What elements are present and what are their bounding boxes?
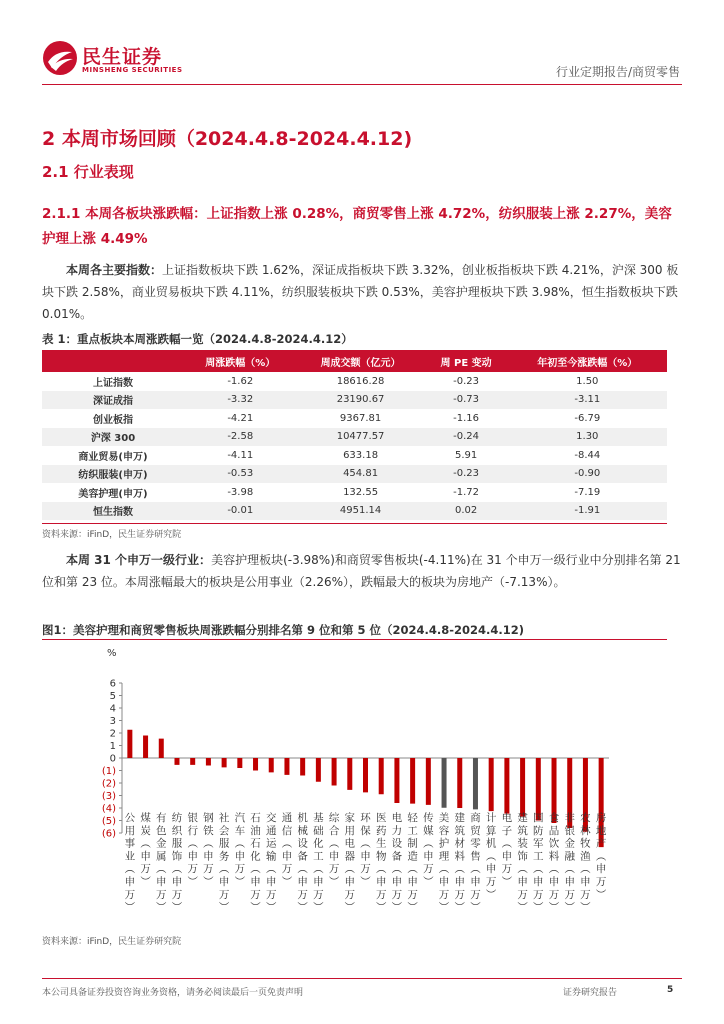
x-category-label: 社会服务︵申万︶ [218, 812, 230, 914]
table-header-cell: 周 PE 变动 [425, 350, 508, 372]
industry-ranking-paragraph [42, 549, 682, 593]
footer-disclaimer: 本公司具备证券投资咨询业务资格，请务必阅读最后一页免责声明 [42, 988, 304, 998]
bar-21 [442, 758, 447, 808]
table-row-label: 纺织服装(申万) [42, 465, 184, 484]
x-category-label: 交通运输︵申万︶ [265, 812, 277, 914]
table-row-label: 沪深 300 [42, 428, 184, 447]
report-type: 行业定期报告/商贸零售 [555, 65, 680, 79]
x-category-label: 基础化工︵申万︶ [313, 812, 324, 914]
logo-mark-icon [42, 40, 78, 76]
x-category-label: 电子︵申万︶ [501, 812, 513, 888]
index-summary-paragraph [42, 259, 682, 325]
table-cell: -0.23 [425, 372, 508, 391]
y-axis-label: % [107, 648, 117, 659]
y-tick-label: (3) [101, 791, 116, 802]
header-divider [42, 84, 682, 85]
x-category-label: 商贸零售︵申万︶ [470, 812, 481, 914]
x-category-label: 家用电器︵申万︶ [344, 812, 356, 914]
x-category-label: 钢铁︵申万︶ [203, 812, 214, 888]
table-header-cell: 年初至今涨跌幅（%） [508, 350, 667, 372]
table-cell: -7.19 [508, 483, 667, 502]
table-cell: -4.11 [184, 446, 297, 465]
table-row [42, 372, 667, 391]
x-category-label: 计算机︵申万︶ [485, 812, 497, 901]
table-cell: -6.79 [508, 409, 667, 428]
table-cell: -2.58 [184, 428, 297, 447]
table-cell: -1.16 [425, 409, 508, 428]
x-category-label: 农林牧渔︵申万︶ [580, 812, 591, 914]
bar-20 [426, 758, 431, 805]
table-header-cell: 周涨跌幅（%） [184, 350, 297, 372]
table-row [42, 465, 667, 484]
table-cell: 4951.14 [297, 502, 425, 521]
table-title: 表 1：重点板块本周涨跌幅一览（2024.4.8-2024.4.12） [42, 332, 353, 346]
table-cell: 0.02 [425, 502, 508, 521]
table-cell: -0.53 [184, 465, 297, 484]
y-tick-label: 0 [109, 753, 116, 765]
table-cell: -0.73 [425, 391, 508, 410]
table-row [42, 391, 667, 410]
x-category-label: 银行︵申万︶ [187, 812, 198, 888]
bar-11 [284, 758, 289, 775]
y-tick-label: 1 [109, 741, 116, 752]
section-title: 2 本周市场回顾（2024.4.8-2024.4.12) [42, 128, 413, 150]
bar-12 [300, 758, 305, 776]
table-cell: -8.44 [508, 446, 667, 465]
table-row [42, 428, 667, 447]
x-category-label: 机械设备︵申万︶ [297, 812, 308, 914]
bar-3 [159, 739, 164, 758]
y-tick-label: 6 [109, 678, 116, 690]
x-category-label: 环保︵申万︶ [360, 812, 371, 888]
y-tick-label: 3 [109, 716, 116, 727]
y-tick-label: (6) [101, 828, 116, 840]
table-cell: -0.23 [425, 465, 508, 484]
table-row [42, 409, 667, 428]
bar-8 [237, 758, 242, 768]
table-header-row [42, 350, 667, 372]
bar-14 [332, 758, 337, 786]
table-bottom-rule [42, 523, 667, 524]
x-category-label: 医药生物︵申万︶ [375, 812, 387, 914]
x-category-label: 通信︵申万︶ [281, 812, 293, 888]
bar-7 [222, 758, 227, 767]
x-category-label: 纺织服饰︵申万︶ [171, 812, 183, 914]
x-category-label: 美容护理︵申万︶ [438, 812, 450, 914]
table-cell: 9367.81 [297, 409, 425, 428]
table-row [42, 446, 667, 465]
subsection-title: 2.1 行业表现 [42, 163, 134, 181]
bar-17 [379, 758, 384, 794]
table-row [42, 483, 667, 502]
table-header-cell: 周成交额（亿元） [297, 350, 425, 372]
table-row-label: 创业板指 [42, 409, 184, 428]
figure-source: 资料来源：iFinD，民生证券研究院 [42, 937, 182, 947]
table-header-cell [42, 350, 184, 372]
y-tick-label: (5) [101, 816, 116, 827]
x-category-label: 建筑装饰︵申万︶ [517, 812, 528, 914]
table-cell: -3.11 [508, 391, 667, 410]
table-row-label: 美容护理(申万) [42, 483, 184, 502]
table-cell: -1.91 [508, 502, 667, 521]
table-cell: 132.55 [297, 483, 425, 502]
table-cell: 454.81 [297, 465, 425, 484]
table-cell: -4.21 [184, 409, 297, 428]
bar-25 [504, 758, 509, 814]
x-category-label: 有色金属︵申万︶ [156, 812, 167, 914]
table-cell: -3.32 [184, 391, 297, 410]
x-category-label: 石油石化︵申万︶ [250, 812, 261, 914]
table-cell: 18616.28 [297, 372, 425, 391]
table-cell: -3.98 [184, 483, 297, 502]
bar-15 [347, 758, 352, 790]
bar-22 [457, 758, 462, 808]
bar-16 [363, 758, 368, 792]
paragraph-text: 上证指数板块下跌 1.62%，深证成指板块下跌 3.32%，创业板指板块下跌 4.21%，沪深 300 板块下跌 2.58%，商业贸易板块下跌 4.11%，纺织服装板块下跌 0.53%，美容护理板块下跌 3.98%，恒生指数板块下跌 0.01%。 [42, 263, 679, 321]
table-row-label: 恒生指数 [42, 502, 184, 521]
y-tick-label: 4 [109, 703, 116, 715]
x-category-label: 非银金融︵申万︶ [564, 812, 575, 914]
figure-title: 图1：美容护理和商贸零售板块周涨跌幅分别排名第 9 位和第 5 位（2024.4.8-2024.4.12) [42, 623, 525, 637]
paragraph-lead: 本周 31 个申万一级行业： [66, 553, 212, 567]
table-row [42, 502, 667, 521]
bar-2 [143, 736, 148, 759]
table-source: 资料来源：iFinD，民生证券研究院 [42, 530, 182, 540]
y-tick-label: (1) [101, 766, 116, 777]
bar-18 [394, 758, 399, 803]
y-tick-label: (2) [101, 778, 116, 790]
subsubsection-title: 2.1.1 本周各板块涨跌幅：上证指数上涨 0.28%，商贸零售上涨 4.72%，纺织服装上涨 2.27%，美容护理上涨 4.49% [42, 206, 672, 247]
footer-label: 证券研究报告 [563, 988, 618, 998]
bar-9 [253, 758, 258, 771]
bar-19 [410, 758, 415, 804]
table-cell: -1.72 [425, 483, 508, 502]
table-cell: 1.50 [508, 372, 667, 391]
x-category-label: 房地产︵申万︶ [595, 812, 607, 901]
bar-26 [520, 758, 525, 817]
bar-24 [489, 758, 494, 811]
paragraph-text: 美容护理板块(-3.98%)和商贸零售板块(-4.11%)在 31 个申万一级行业中分别排名第 21 位和第 23 位。本周涨幅最大的板块是公用事业（2.26%），跌幅最大的板块为房地产（-7.13%）。 [42, 553, 681, 589]
paragraph-lead: 本周各主要指数： [66, 263, 163, 277]
footer-divider [42, 978, 682, 979]
table-cell: -0.01 [184, 502, 297, 521]
sector-performance-table [42, 350, 667, 520]
table-cell: -0.24 [425, 428, 508, 447]
x-category-label: 电力设备︵申万︶ [391, 812, 403, 914]
logo-text-cn: 民生证券 [82, 46, 163, 68]
table-row-label: 上证指数 [42, 372, 184, 391]
industry-bar-chart [42, 640, 667, 930]
y-tick-label: 5 [109, 691, 116, 702]
table-row-label: 深证成指 [42, 391, 184, 410]
y-tick-label: 2 [109, 728, 116, 740]
table-cell: 5.91 [425, 446, 508, 465]
company-logo [42, 40, 222, 80]
page-number: 5 [667, 985, 674, 995]
x-category-label: 综合︵申万︶ [328, 812, 340, 888]
table-cell: 1.30 [508, 428, 667, 447]
bar-1 [127, 730, 132, 758]
bar-4 [174, 758, 179, 765]
x-category-label: 建筑材料︵申万︶ [454, 812, 466, 914]
x-category-label: 传媒︵申万︶ [423, 812, 434, 888]
bar-5 [190, 758, 195, 765]
x-category-label: 食品饮料︵申万︶ [548, 812, 560, 914]
table-cell: 633.18 [297, 446, 425, 465]
x-category-label: 公用事业︵申万︶ [124, 812, 136, 914]
y-tick-label: (4) [101, 803, 116, 815]
bar-10 [269, 758, 274, 772]
logo-text-en: MINSHENG SECURITIES [82, 66, 183, 74]
x-category-label: 汽车︵申万︶ [234, 812, 246, 888]
table-cell: 10477.57 [297, 428, 425, 447]
bar-23 [473, 758, 478, 809]
table-row-label: 商业贸易(申万) [42, 446, 184, 465]
x-category-label: 煤炭︵申万︶ [140, 812, 151, 888]
bar-6 [206, 758, 211, 766]
bar-13 [316, 758, 321, 782]
table-cell: -1.62 [184, 372, 297, 391]
x-category-label: 轻工制造︵申万︶ [407, 812, 418, 914]
table-cell: -0.90 [508, 465, 667, 484]
table-cell: 23190.67 [297, 391, 425, 410]
x-category-label: 国防军工︵申万︶ [533, 812, 544, 914]
